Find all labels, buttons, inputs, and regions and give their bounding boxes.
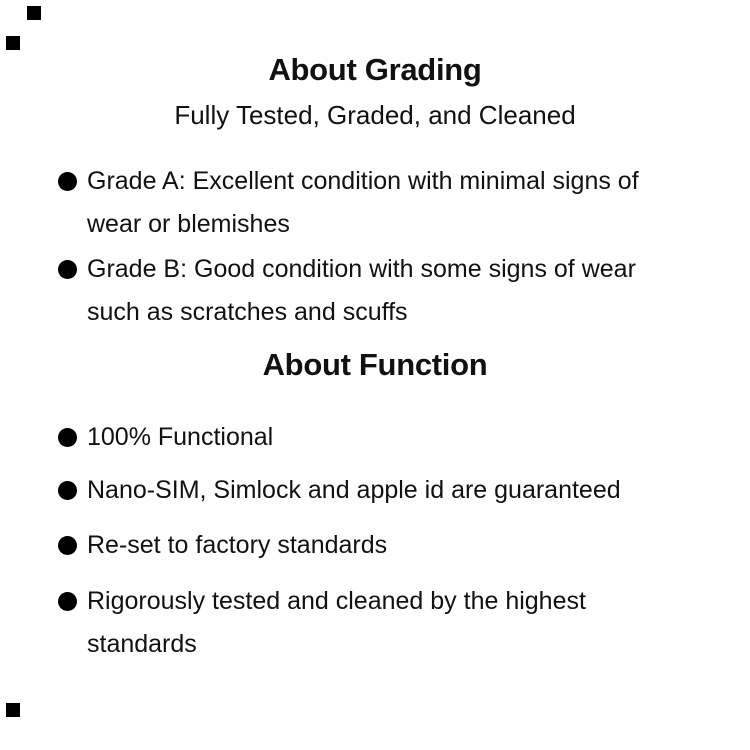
corner-marker-square-2 [6, 36, 20, 50]
grading-item-a-text: Grade A: Excellent condition with minimal signs of wear or blemishes [87, 167, 639, 238]
corner-marker-square-3 [6, 703, 20, 717]
function-list-item-3 [87, 524, 665, 567]
grading-section-title: About Grading [268, 52, 482, 87]
grading-list-item-b [87, 248, 665, 334]
function-item-1-text: 100% Functional [87, 423, 274, 451]
bullet-icon [58, 592, 77, 611]
function-item-2-text: Nano-SIM, Simlock and apple id are guaranteed [87, 476, 621, 504]
grading-list-item-a [87, 160, 665, 246]
function-item-4-text: Rigorously tested and cleaned by the highest standards [87, 587, 586, 658]
function-list-item-4 [87, 580, 665, 666]
function-list-item-2 [87, 469, 665, 512]
bullet-icon [58, 536, 77, 555]
function-item-3-text: Re-set to factory standards [87, 531, 388, 559]
bullet-icon [58, 260, 77, 279]
grading-item-b-text: Grade B: Good condition with some signs of wear such as scratches and scuffs [87, 255, 636, 326]
bullet-icon [58, 172, 77, 191]
bullet-icon [58, 481, 77, 500]
function-list-item-1 [87, 416, 665, 459]
function-section-title: About Function [262, 347, 488, 382]
corner-marker-square-1 [27, 6, 41, 20]
bullet-icon [58, 428, 77, 447]
grading-section-subtitle: Fully Tested, Graded, and Cleaned [174, 100, 576, 130]
